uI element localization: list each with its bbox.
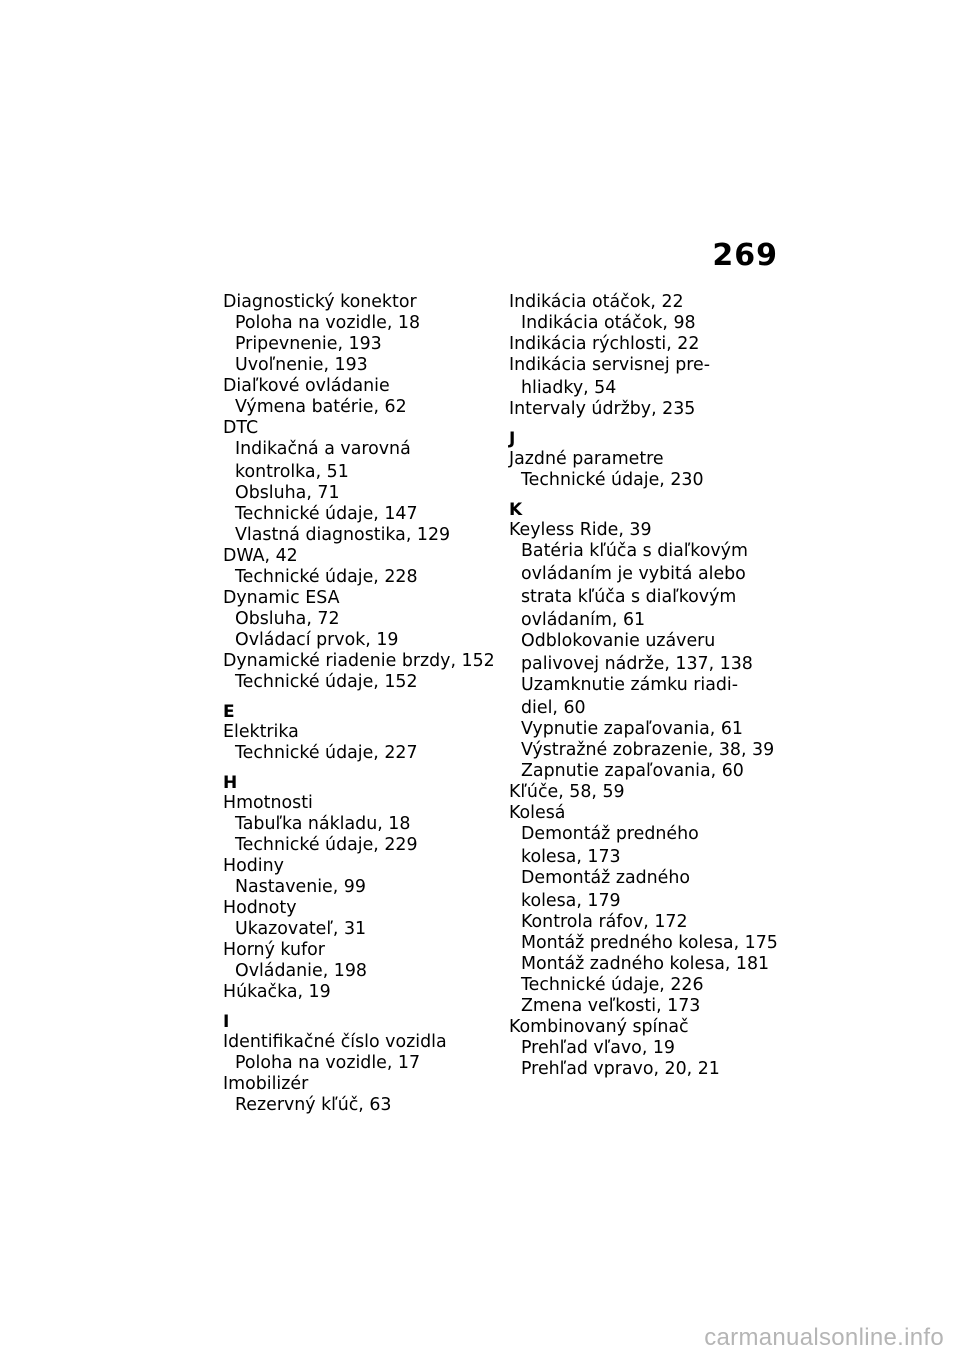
index-term: Horný kufor — [223, 940, 325, 960]
index-subentry: Montáž zadného kolesa, 181 — [521, 954, 770, 974]
index-term: Diaľkové ovládanie — [223, 376, 390, 396]
index-subentry: Zmena veľkosti, 173 — [521, 996, 701, 1016]
watermark: carmanualsonline.info — [704, 1324, 944, 1351]
index-subentry: Obsluha, 72 — [235, 609, 340, 629]
index-subentry: Prehľad vpravo, 20, 21 — [521, 1059, 720, 1079]
index-section-letter: J — [509, 429, 516, 449]
index-term: Hodnoty — [223, 898, 297, 918]
index-subentry-continuation: diel, 60 — [521, 698, 586, 718]
page-number: 269 — [712, 238, 778, 273]
index-subentry: Vypnutie zapaľovania, 61 — [521, 719, 743, 739]
index-subentry: Výstražné zobrazenie, 38, 39 — [521, 740, 775, 760]
index-subentry: Uvoľnenie, 193 — [235, 355, 368, 375]
index-subentry: Demontáž predného — [521, 824, 699, 844]
index-subentry: Montáž predného kolesa, 175 — [521, 933, 778, 953]
index-subentry: Indikačná a varovná — [235, 439, 411, 459]
index-term: Dynamic ESA — [223, 588, 340, 608]
index-subentry-continuation: kolesa, 179 — [521, 891, 621, 911]
index-subentry: Prehľad vľavo, 19 — [521, 1038, 676, 1058]
index-subentry: Nastavenie, 99 — [235, 877, 366, 897]
index-subentry: Ovládanie, 198 — [235, 961, 367, 981]
index-term: Identifikačné číslo vozidla — [223, 1032, 447, 1052]
index-subentry: Uzamknutie zámku riadi- — [521, 675, 739, 695]
index-subentry-continuation: strata kľúča s diaľkovým — [521, 587, 737, 607]
index-term: Dynamické riadenie brzdy, 152 — [223, 651, 495, 671]
index-subentry: Indikácia otáčok, 98 — [521, 313, 696, 333]
index-term: DWA, 42 — [223, 546, 298, 566]
index-term: Imobilizér — [223, 1074, 309, 1094]
index-term: Intervaly údržby, 235 — [509, 399, 696, 419]
index-subentry: Rezervný kľúč, 63 — [235, 1095, 392, 1115]
index-subentry: Obsluha, 71 — [235, 483, 340, 503]
index-subentry-continuation: palivovej nádrže, 137, 138 — [521, 654, 753, 674]
index-term: Hmotnosti — [223, 793, 313, 813]
index-term: Hodiny — [223, 856, 284, 876]
index-subentry: Zapnutie zapaľovania, 60 — [521, 761, 744, 781]
index-subentry: Ovládací prvok, 19 — [235, 630, 399, 650]
index-term: Diagnostický konektor — [223, 292, 417, 312]
index-subentry: Tabuľka nákladu, 18 — [235, 814, 411, 834]
index-subentry-continuation: kontrolka, 51 — [235, 462, 349, 482]
index-subentry: Výmena batérie, 62 — [235, 397, 407, 417]
index-subentry: Technické údaje, 229 — [235, 835, 418, 855]
index-column-right — [509, 292, 784, 1080]
index-section-letter: H — [223, 773, 238, 793]
index-subentry-continuation: ovládaním, 61 — [521, 610, 646, 630]
index-subentry-continuation: ovládaním je vybitá alebo — [521, 564, 746, 584]
index-section-letter: K — [509, 500, 523, 520]
index-subentry: Technické údaje, 228 — [235, 567, 418, 587]
index-column-left — [223, 292, 498, 1116]
index-term: DTC — [223, 418, 259, 438]
index-subentry: Technické údaje, 227 — [235, 743, 418, 763]
index-subentry: Demontáž zadného — [521, 868, 691, 888]
index-section-letter: I — [223, 1012, 230, 1032]
index-subentry: Technické údaje, 147 — [235, 504, 418, 524]
index-term: Elektrika — [223, 722, 299, 742]
index-term: Kolesá — [509, 803, 566, 823]
index-subentry: Poloha na vozidle, 17 — [235, 1053, 421, 1073]
index-term: Kombinovaný spínač — [509, 1017, 689, 1037]
index-subentry: Technické údaje, 152 — [235, 672, 418, 692]
index-term: Indikácia rýchlosti, 22 — [509, 334, 700, 354]
index-subentry: Ukazovateľ, 31 — [235, 919, 367, 939]
index-subentry: Poloha na vozidle, 18 — [235, 313, 421, 333]
index-subentry-continuation: hliadky, 54 — [521, 378, 617, 398]
index-subentry: Batéria kľúča s diaľkovým — [521, 541, 748, 561]
index-subentry: Technické údaje, 226 — [521, 975, 704, 995]
index-subentry: Kontrola ráfov, 172 — [521, 912, 688, 932]
index-term: Jazdné parametre — [509, 449, 664, 469]
index-term: Indikácia otáčok, 22 — [509, 292, 684, 312]
index-subentry: Vlastná diagnostika, 129 — [235, 525, 451, 545]
index-term: Indikácia servisnej pre- — [509, 355, 710, 375]
index-subentry: Technické údaje, 230 — [521, 470, 704, 490]
index-section-letter: E — [223, 702, 235, 722]
index-subentry: Pripevnenie, 193 — [235, 334, 382, 354]
index-term: Húkačka, 19 — [223, 982, 331, 1002]
index-subentry-continuation: kolesa, 173 — [521, 847, 621, 867]
index-term: Keyless Ride, 39 — [509, 520, 652, 540]
index-subentry: Odblokovanie uzáveru — [521, 631, 716, 651]
index-term: Kľúče, 58, 59 — [509, 782, 625, 802]
